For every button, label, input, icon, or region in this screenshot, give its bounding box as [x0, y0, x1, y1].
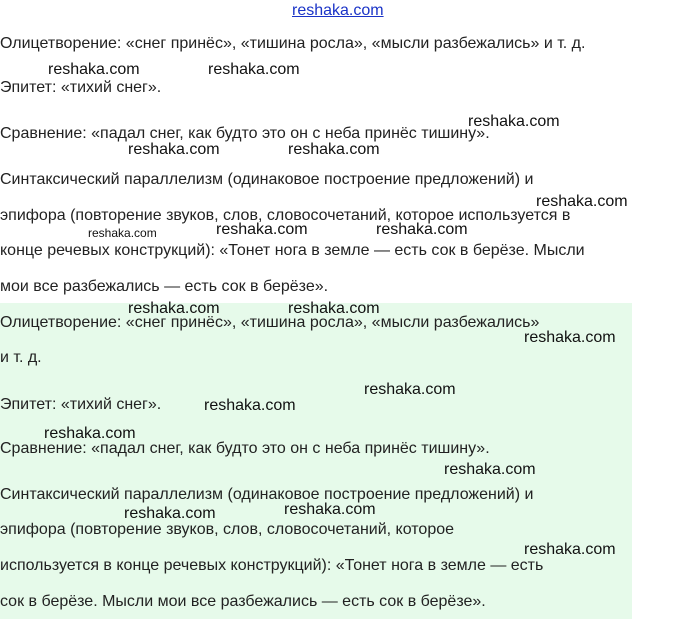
comparison-line: Сравнение: «падал снег, как будто это он с неба принёс тишину».: [0, 440, 490, 457]
watermark: reshaka.com: [288, 141, 380, 158]
personification-line: Олицетворение: «снег принёс», «тишина росла», «мысли разбежались»: [0, 314, 540, 331]
parallelism-line-1: Синтаксический параллелизм (одинаковое построение предложений) и: [0, 486, 534, 503]
watermark: reshaka.com: [536, 193, 628, 210]
watermark: reshaka.com: [128, 300, 220, 317]
comparison-line: Сравнение: «падал снег, как будто это он с неба принёс тишину».: [0, 125, 490, 142]
watermark: reshaka.com: [208, 61, 300, 78]
parallelism-line-4: мои все разбежались — есть сок в берёзе».: [0, 278, 329, 295]
watermark: reshaka.com: [204, 397, 296, 414]
epithet-line: Эпитет: «тихий снег».: [0, 79, 162, 96]
personification-line: Олицетворение: «снег принёс», «тишина росла», «мысли разбежались» и т. д.: [0, 35, 586, 52]
parallelism-line-3: используется в конце речевых конструкций): «Тонет нога в земле — есть: [0, 557, 544, 574]
watermark: reshaka.com: [128, 141, 220, 158]
watermark: reshaka.com: [284, 501, 376, 518]
epithet-line: Эпитет: «тихий снег».: [0, 396, 162, 413]
watermark: reshaka.com: [48, 61, 140, 78]
watermark: reshaka.com: [44, 425, 136, 442]
watermark: reshaka.com: [364, 381, 456, 398]
parallelism-line-2: эпифора (повторение звуков, слов, словосочетаний, которое: [0, 521, 455, 538]
personification-line-end: и т. д.: [0, 349, 42, 366]
parallelism-line-2: эпифора (повторение звуков, слов, словосочетаний, которое используется в: [0, 207, 571, 224]
watermark: reshaka.com: [524, 329, 616, 346]
parallelism-line-1: Синтаксический параллелизм (одинаковое построение предложений) и: [0, 171, 534, 188]
watermark: reshaka.com: [444, 461, 536, 478]
watermark: reshaka.com: [288, 300, 380, 317]
parallelism-line-4: сок в берёзе. Мысли мои все разбежались — есть сок в берёзе».: [0, 593, 486, 610]
watermark: reshaka.com: [124, 505, 216, 522]
watermark: reshaka.com: [216, 221, 308, 238]
watermark: reshaka.com: [88, 226, 157, 240]
parallelism-line-3: конце речевых конструкций): «Тонет нога в земле — есть сок в берёзе. Мысли: [0, 242, 585, 259]
watermark: reshaka.com: [524, 541, 616, 558]
site-link[interactable]: reshaka.com: [292, 2, 384, 19]
watermark: reshaka.com: [468, 113, 560, 130]
watermark: reshaka.com: [376, 221, 468, 238]
